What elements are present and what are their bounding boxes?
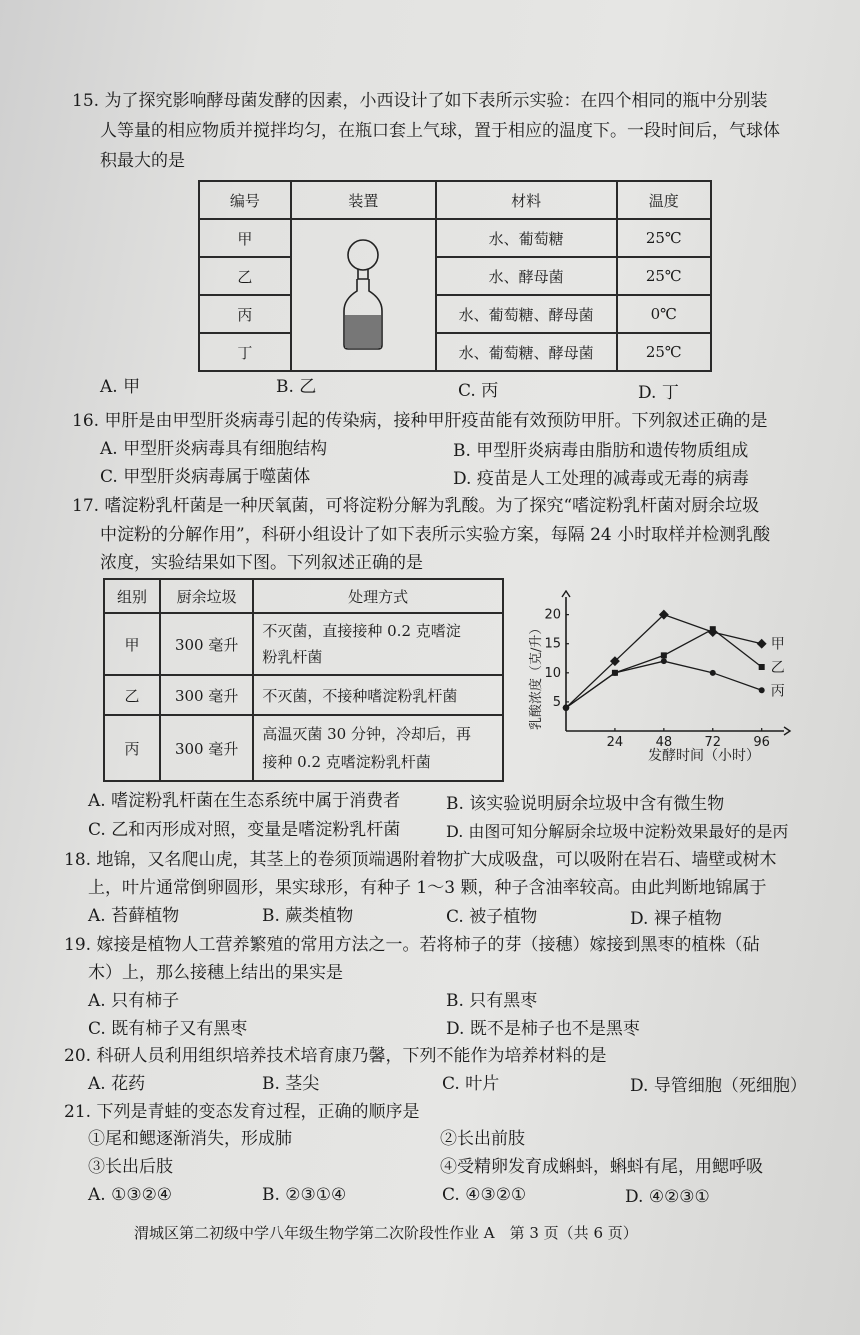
q17-option-b: B. 该实验说明厨余垃圾中含有微生物 xyxy=(446,794,725,814)
chart-x-tick-label: 24 xyxy=(606,735,624,750)
q17-option-d: D. 由图可知分解厨余垃圾中淀粉效果最好的是丙 xyxy=(446,822,789,841)
q17-header-waste: 厨余垃圾 xyxy=(160,579,253,613)
q18-stem-line2: 上，叶片通常倒卵圆形，果实球形，有种子 1～3 颗，种子含油率较高。由此判断地锦属于 xyxy=(88,878,767,898)
q17-row-method xyxy=(253,715,503,781)
chart-point xyxy=(710,670,716,676)
q17-option-c: C. 乙和丙形成对照，变量是嗜淀粉乳杆菌 xyxy=(88,820,401,840)
q16-option-a: A. 甲型肝炎病毒具有细胞结构 xyxy=(100,439,328,459)
q15-row-temp: 0℃ xyxy=(617,295,711,333)
q17-row-waste: 300 毫升 xyxy=(160,715,253,781)
q15-row-temp: 25℃ xyxy=(617,257,711,295)
q21-step-3: ③长出后肢 xyxy=(88,1157,173,1177)
q15-option-c: C. 丙 xyxy=(458,381,499,401)
q20-option-d: D. 导管细胞（死细胞） xyxy=(630,1076,807,1096)
chart-y-arrow xyxy=(562,591,570,597)
chart-series-label: 乙 xyxy=(770,660,785,676)
q20-stem: 20. 科研人员利用组织培养技术培育康乃馨，下列不能作为培养材料的是 xyxy=(64,1046,607,1066)
q17-header-group: 组别 xyxy=(104,579,160,613)
q16-option-c: C. 甲型肝炎病毒属于噬菌体 xyxy=(100,467,311,487)
q16-option-b: B. 甲型肝炎病毒由脂肪和遗传物质组成 xyxy=(453,441,749,461)
q17-method-line: 高温灭菌 30 分钟，冷却后，再 xyxy=(262,725,471,743)
q19-option-a: A. 只有柿子 xyxy=(88,991,180,1011)
q17-stem-line1: 17. 嗜淀粉乳杆菌是一种厌氧菌，可将淀粉分解为乳酸。为了探究“嗜淀粉乳杆菌对厨余垃圾 xyxy=(72,496,760,516)
q19-stem-line2: 木）上，那么接穗上结出的果实是 xyxy=(88,963,343,983)
chart-series-label: 甲 xyxy=(770,636,785,653)
q17-table xyxy=(103,578,504,782)
chart-series-line xyxy=(566,661,762,708)
q19-option-c: C. 既有柿子又有黑枣 xyxy=(88,1019,248,1039)
chart-ylabel: 乳酸浓度（克/升） xyxy=(529,621,544,730)
q15-row-id: 丁 xyxy=(199,333,291,371)
q17-header-method: 处理方式 xyxy=(253,579,503,613)
q15-row-material: 水、葡萄糖、酵母菌 xyxy=(436,333,617,371)
q15-row-id: 乙 xyxy=(199,257,291,295)
chart-point xyxy=(563,705,569,711)
q21-option-c: C. ④③②① xyxy=(442,1185,527,1205)
q17-row-group: 丙 xyxy=(104,715,160,781)
q15-header-apparatus: 装置 xyxy=(291,181,436,219)
q17-method-line: 不灭菌，不接种嗜淀粉乳杆菌 xyxy=(262,686,458,705)
q16-option-d: D. 疫苗是人工处理的减毒或无毒的病毒 xyxy=(453,469,749,489)
chart-point xyxy=(759,687,765,693)
q20-option-b: B. 茎尖 xyxy=(262,1074,320,1094)
q21-option-d: D. ④②③① xyxy=(625,1187,710,1207)
q17-row-waste: 300 毫升 xyxy=(160,675,253,715)
q18-option-c: C. 被子植物 xyxy=(446,907,538,927)
q17-method-line: 粉乳杆菌 xyxy=(262,648,323,666)
chart-y-tick-label: 5 xyxy=(552,694,561,710)
q17-stem-line3: 浓度，实验结果如下图。下列叙述正确的是 xyxy=(100,553,423,573)
q19-option-d: D. 既不是柿子也不是黑枣 xyxy=(446,1019,640,1039)
q17-stem-line2: 中淀粉的分解作用”，科研小组设计了如下表所示实验方案，每隔 24 小时取样并检测乳酸 xyxy=(100,525,771,545)
q16-stem: 16. 甲肝是由甲型肝炎病毒引起的传染病，接种甲肝疫苗能有效预防甲肝。下列叙述正确的是 xyxy=(72,411,768,431)
q17-row-group: 乙 xyxy=(104,675,160,715)
q20-option-c: C. 叶片 xyxy=(442,1074,500,1094)
q19-stem-line1: 19. 嫁接是植物人工营养繁殖的常用方法之一。若将柿子的芽（接穗）嫁接到黑枣的植株（砧 xyxy=(64,935,760,955)
q15-header-id: 编号 xyxy=(199,181,291,219)
q18-option-d: D. 裸子植物 xyxy=(630,909,722,929)
chart-series-line xyxy=(566,629,762,708)
page-footer: 渭城区第二初级中学八年级生物学第二次阶段性作业 A 第 3 页（共 6 页） xyxy=(134,1224,638,1242)
q17-method-line: 不灭菌，直接接种 0.2 克嗜淀 xyxy=(262,622,461,640)
q21-option-a: A. ①③②④ xyxy=(88,1185,173,1205)
q15-row-material: 水、葡萄糖 xyxy=(436,219,617,257)
q17-row-waste: 300 毫升 xyxy=(160,613,253,675)
q15-row-temp: 25℃ xyxy=(617,333,711,371)
q15-row-temp: 25℃ xyxy=(617,219,711,257)
chart-point xyxy=(710,626,716,632)
lactic-acid-chart xyxy=(518,590,818,770)
q15-stem-line3: 积最大的是 xyxy=(100,151,185,171)
q21-step-4: ④受精卵发育成蝌蚪，蝌蚪有尾，用鳃呼吸 xyxy=(440,1157,763,1177)
q17-method-line: 接种 0.2 克嗜淀粉乳杆菌 xyxy=(262,753,431,771)
flask-with-balloon-icon xyxy=(291,219,436,371)
q15-stem-line2: 人等量的相应物质并搅拌均匀，在瓶口套上气球，置于相应的温度下。一段时间后，气球体 xyxy=(100,121,780,141)
q18-option-a: A. 苔藓植物 xyxy=(88,906,180,926)
q21-option-b: B. ②③①④ xyxy=(262,1185,347,1205)
chart-x-tick-label: 96 xyxy=(753,735,770,750)
chart-x-tick-label: 48 xyxy=(655,735,673,750)
chart-y-tick-label: 15 xyxy=(544,636,561,652)
chart-point xyxy=(661,652,667,658)
chart-y-tick-label: 10 xyxy=(544,665,561,681)
chart-point xyxy=(757,639,767,649)
q17-row-method xyxy=(253,675,503,715)
q15-row-material: 水、葡萄糖、酵母菌 xyxy=(436,295,617,333)
chart-xlabel: 发酵时间（小时） xyxy=(648,748,760,764)
q18-stem-line1: 18. 地锦，又名爬山虎，其茎上的卷须顶端遇附着物扩大成吸盘，可以吸附在岩石、墙壁或树木 xyxy=(64,850,777,870)
q15-table xyxy=(198,180,712,372)
q15-stem-line1: 15. 为了探究影响酵母菌发酵的因素，小西设计了如下表所示实验：在四个相同的瓶中分别装 xyxy=(72,91,768,111)
chart-y-tick-label: 20 xyxy=(544,607,561,623)
q17-option-a: A. 嗜淀粉乳杆菌在生态系统中属于消费者 xyxy=(88,791,401,811)
q17-row-group: 甲 xyxy=(104,613,160,675)
chart-point xyxy=(661,658,667,664)
chart-x-arrow xyxy=(784,727,790,735)
q15-row-material: 水、酵母菌 xyxy=(436,257,617,295)
chart-x-tick-label: 72 xyxy=(704,735,722,750)
chart-point xyxy=(759,664,765,670)
q15-option-d: D. 丁 xyxy=(638,383,679,403)
q15-row-id: 丙 xyxy=(199,295,291,333)
q15-option-b: B. 乙 xyxy=(276,377,317,397)
q15-header-material: 材料 xyxy=(436,181,617,219)
q15-row-id: 甲 xyxy=(199,219,291,257)
q19-option-b: B. 只有黑枣 xyxy=(446,991,538,1011)
q18-option-b: B. 蕨类植物 xyxy=(262,906,354,926)
q21-step-2: ②长出前肢 xyxy=(440,1129,525,1149)
q21-step-1: ①尾和鳃逐渐消失，形成肺 xyxy=(88,1129,292,1149)
chart-series-label: 丙 xyxy=(770,683,785,700)
q17-row-method xyxy=(253,613,503,675)
q20-option-a: A. 花药 xyxy=(88,1074,146,1094)
q15-option-a: A. 甲 xyxy=(100,377,141,397)
chart-point xyxy=(612,670,618,676)
q15-header-temp: 温度 xyxy=(617,181,711,219)
q21-stem: 21. 下列是青蛙的变态发育过程，正确的顺序是 xyxy=(64,1102,420,1122)
